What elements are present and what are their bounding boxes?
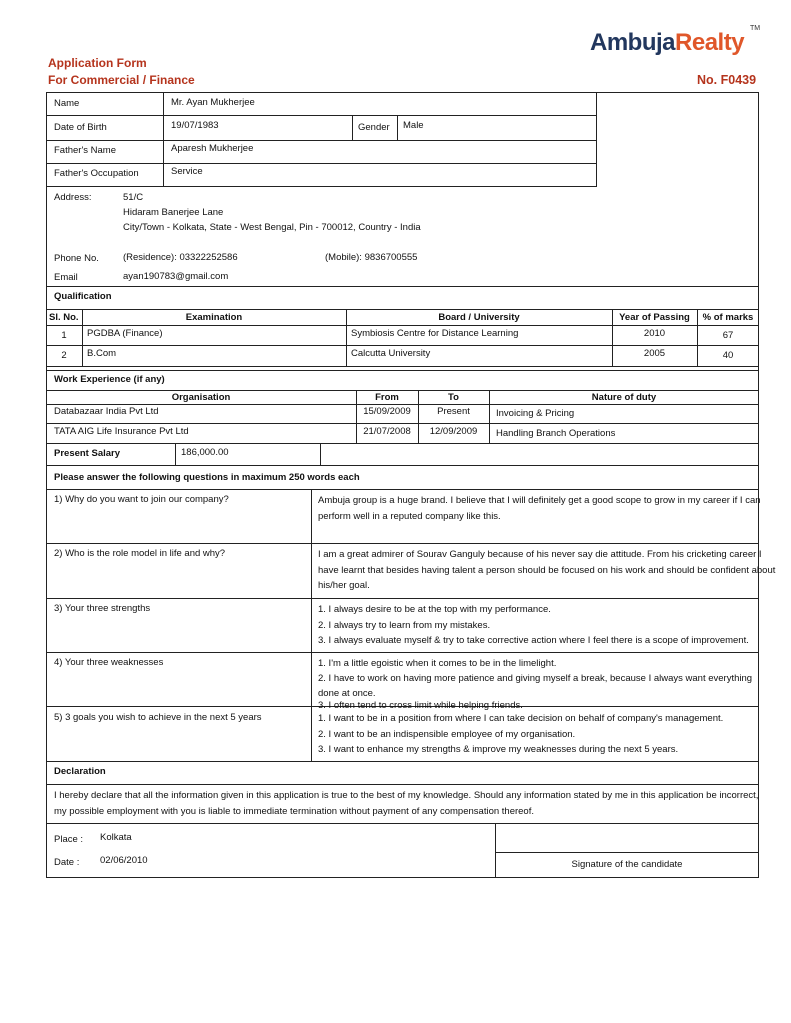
place-value: Kolkata (100, 832, 132, 843)
email-value: ayan190783@gmail.com (123, 271, 229, 282)
question-4: 4) Your three weaknesses (54, 657, 164, 668)
table-row-exp-1-from: 15/09/2009 (363, 406, 411, 417)
dob-value: 19/07/1983 (171, 120, 219, 131)
answer-1: Ambuja group is a huge brand. I believe that I will definitely get a good scope to grow in my career if I can perform well in a reputed company like this. (318, 495, 761, 522)
question-3: 3) Your three strengths (54, 603, 151, 614)
answer-5: 1. I want to be in a position from where I can take decision on behalf of company's management. 2. I want to be an indispensible employee of my organisation. 3. I want to enhance my strengths & improve my weaknesses during the next 5 years. (318, 713, 724, 755)
table-row-qual-2-year: 2005 (643, 348, 666, 359)
trademark-mark: TM (750, 25, 761, 32)
exp-header-to: To (448, 392, 459, 403)
father-name-value: Aparesh Mukherjee (171, 143, 254, 154)
exp-header-duty: Nature of duty (591, 392, 657, 403)
table-row-qual-1-year: 2010 (643, 328, 666, 339)
gender-label: Gender (358, 122, 390, 133)
answer-3: 1. I always desire to be at the top with my performance. 2. I always try to learn from my mistakes. 3. I always evaluate myself & try to take corrective action where I feel there is a scope of improvement. (318, 604, 749, 646)
table-row-exp-1-org: Databazaar India Pvt Ltd (54, 406, 159, 417)
question-1: 1) Why do you want to join our company? (54, 494, 229, 505)
declaration-heading: Declaration (54, 766, 106, 777)
father-name-label: Father's Name (54, 145, 117, 156)
qual-header-board: Board / University (438, 312, 520, 323)
qual-header-year: Year of Passing (619, 312, 690, 323)
table-row-exp-2-to: 12/09/2009 (429, 426, 478, 437)
phone-residence: (Residence): 03322252586 (123, 252, 238, 263)
table-row-exp-1-to: Present (437, 406, 470, 417)
answer-4: 1. I'm a little egoistic when it comes to be in the limelight. 2. I have to work on having more patience and giving myself a break, because I always want everything done at once. 3. I often tend to cross limit while helping friends. (318, 658, 753, 711)
date-value: 02/06/2010 (100, 855, 148, 866)
table-row-qual-2-board: Calcutta University (351, 348, 431, 359)
signature-label: Signature of the candidate (571, 859, 683, 870)
phone-label: Phone No. (54, 253, 99, 264)
form-title: Application Form (48, 56, 147, 70)
qual-header-marks: % of marks (702, 312, 754, 323)
experience-heading: Work Experience (if any) (54, 374, 165, 385)
name-label: Name (54, 98, 80, 109)
table-row-qual-1-marks: 67 (722, 330, 734, 341)
table-row-exp-2-duty: Handling Branch Operations (496, 428, 616, 439)
qual-header-sl: Sl. No. (49, 312, 79, 323)
table-row-qual-2-sl: 2 (61, 350, 67, 361)
table-row-exp-2-org: TATA AIG Life Insurance Pvt Ltd (54, 426, 189, 437)
father-occupation-label: Father's Occupation (54, 168, 139, 179)
address-line-2: Hidaram Banerjee Lane (123, 207, 224, 218)
address-label: Address: (54, 192, 92, 203)
table-row-qual-1-sl: 1 (61, 330, 67, 341)
address-line-1: 51/C (123, 192, 144, 203)
question-2: 2) Who is the role model in life and why? (54, 548, 226, 559)
present-salary-value: 186,000.00 (181, 447, 229, 458)
table-row-qual-1-exam: PGDBA (Finance) (87, 328, 163, 339)
address-line-3: City/Town - Kolkata, State - West Bengal, Pin - 700012, Country - India (123, 222, 421, 233)
table-row-exp-2-from: 21/07/2008 (363, 426, 411, 437)
qualification-heading: Qualification (54, 291, 112, 302)
form-number: No. F0439 (697, 73, 757, 87)
exp-header-org: Organisation (171, 392, 231, 403)
gender-value: Male (403, 120, 424, 131)
father-occupation-value: Service (171, 166, 203, 177)
answer-2: I am a great admirer of Sourav Ganguly because of his never say die attitude. From his cricketing career I have learnt that besides having talent a person should be focused on his work and should be confident about his/her goal. (318, 549, 776, 591)
name-value: Mr. Ayan Mukherjee (171, 97, 255, 108)
table-row-qual-2-marks: 40 (722, 350, 734, 361)
questions-heading: Please answer the following questions in maximum 250 words each (54, 472, 360, 483)
phone-mobile: (Mobile): 9836700555 (325, 252, 418, 263)
company-logo: AmbujaRealty (590, 29, 745, 56)
table-row-qual-1-board: Symbiosis Centre for Distance Learning (351, 328, 519, 339)
email-label: Email (54, 272, 78, 283)
declaration-text: I hereby declare that all the information given in this application is true to the best of my knowledge. Should any information stated by me in this application be incorrect, my possible employment with you is liable to immediate termination without payment of any compensation thereof. (54, 790, 759, 817)
question-5: 5) 3 goals you wish to achieve in the next 5 years (54, 712, 262, 723)
form-subtitle: For Commercial / Finance (48, 73, 195, 87)
place-label: Place : (54, 834, 84, 845)
exp-header-from: From (375, 392, 399, 403)
table-row-exp-1-duty: Invoicing & Pricing (496, 408, 575, 419)
qual-header-exam: Examination (185, 312, 243, 323)
table-row-qual-2-exam: B.Com (87, 348, 117, 359)
date-label: Date : (54, 857, 80, 868)
present-salary-label: Present Salary (54, 448, 121, 459)
dob-label: Date of Birth (54, 122, 107, 133)
